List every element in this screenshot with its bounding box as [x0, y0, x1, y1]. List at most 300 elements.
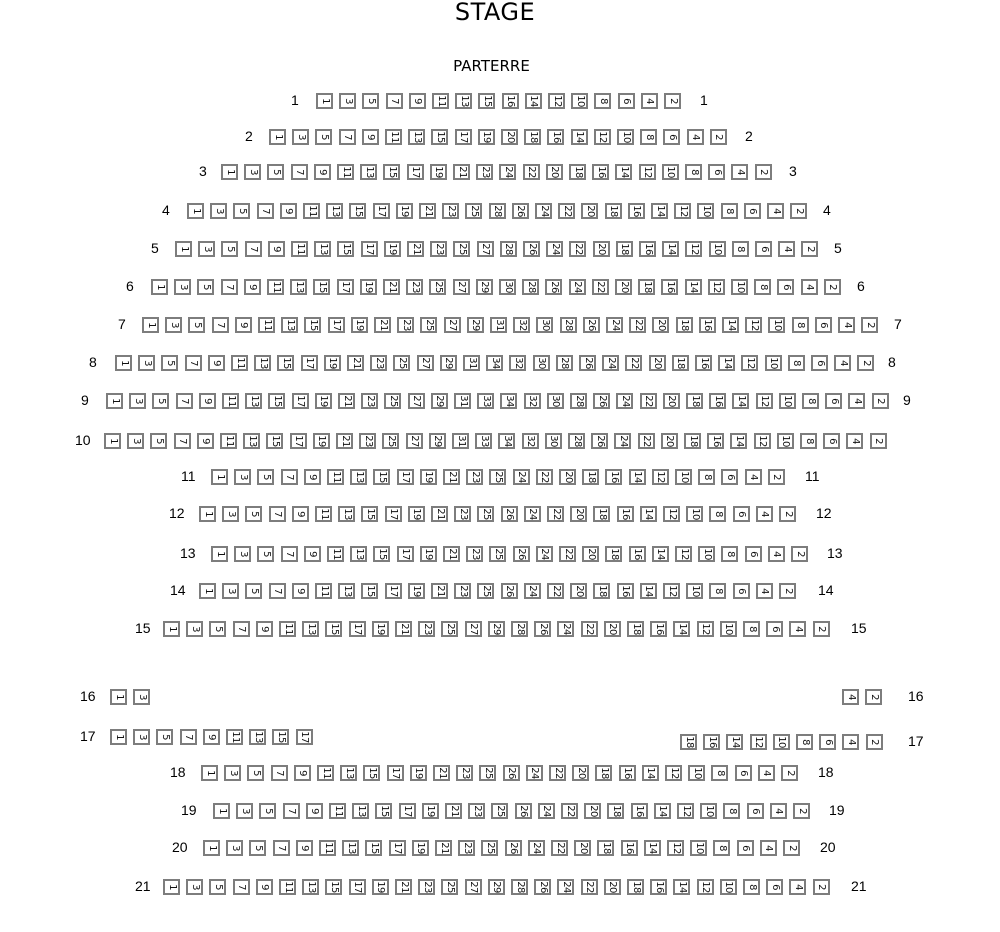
seat-row-7-4[interactable]: [838, 317, 855, 333]
seat-row-1-1[interactable]: [316, 93, 333, 109]
seat-row-1-11[interactable]: [432, 93, 449, 109]
seat-row-10-5[interactable]: [150, 433, 167, 449]
seat-row-20-8[interactable]: [713, 840, 730, 856]
seat-row-1-7[interactable]: [386, 93, 403, 109]
seat-row-13-4[interactable]: [768, 546, 785, 562]
seat-row-13-8[interactable]: [721, 546, 738, 562]
seat-row-10-32[interactable]: [522, 433, 539, 449]
seat-row-8-27[interactable]: [417, 355, 434, 371]
seat-row-13-25[interactable]: [489, 546, 506, 562]
seat-row-1-14[interactable]: [525, 93, 542, 109]
seat-row-9-21[interactable]: [338, 393, 355, 409]
seat-row-12-1[interactable]: [199, 506, 216, 522]
seat-row-12-4[interactable]: [756, 506, 773, 522]
seat-row-7-12[interactable]: [745, 317, 762, 333]
seat-row-6-14[interactable]: [685, 279, 702, 295]
seat-row-5-26[interactable]: [523, 241, 540, 257]
seat-row-8-17[interactable]: [301, 355, 318, 371]
seat-row-20-1[interactable]: [203, 840, 220, 856]
seat-row-20-17[interactable]: [389, 840, 406, 856]
seat-row-18-20[interactable]: [572, 765, 589, 781]
seat-row-18-8[interactable]: [711, 765, 728, 781]
seat-row-15-16[interactable]: [650, 621, 667, 637]
seat-row-14-4[interactable]: [756, 583, 773, 599]
seat-row-14-5[interactable]: [245, 583, 262, 599]
seat-row-9-8[interactable]: [802, 393, 819, 409]
seat-row-7-13[interactable]: [281, 317, 298, 333]
seat-row-6-28[interactable]: [522, 279, 539, 295]
seat-row-10-30[interactable]: [545, 433, 562, 449]
seat-row-1-2[interactable]: [664, 93, 681, 109]
seat-row-6-9[interactable]: [244, 279, 261, 295]
seat-row-19-14[interactable]: [654, 803, 671, 819]
seat-row-19-26[interactable]: [515, 803, 532, 819]
seat-row-20-19[interactable]: [412, 840, 429, 856]
seat-row-18-25[interactable]: [479, 765, 496, 781]
seat-row-3-5[interactable]: [267, 164, 284, 180]
seat-row-6-6[interactable]: [777, 279, 794, 295]
seat-row-11-19[interactable]: [420, 469, 437, 485]
seat-row-20-11[interactable]: [319, 840, 336, 856]
seat-row-16-3[interactable]: [133, 689, 150, 705]
seat-row-13-7[interactable]: [281, 546, 298, 562]
seat-row-15-19[interactable]: [372, 621, 389, 637]
seat-row-7-20[interactable]: [652, 317, 669, 333]
seat-row-6-25[interactable]: [429, 279, 446, 295]
seat-row-5-5[interactable]: [221, 241, 238, 257]
seat-row-15-22[interactable]: [581, 621, 598, 637]
seat-row-21-7[interactable]: [233, 879, 250, 895]
seat-row-1-9[interactable]: [409, 93, 426, 109]
seat-row-14-18[interactable]: [593, 583, 610, 599]
seat-row-7-31[interactable]: [490, 317, 507, 333]
seat-row-10-28[interactable]: [568, 433, 585, 449]
seat-row-5-14[interactable]: [662, 241, 679, 257]
seat-row-21-19[interactable]: [372, 879, 389, 895]
seat-row-1-13[interactable]: [455, 93, 472, 109]
seat-row-12-21[interactable]: [431, 506, 448, 522]
seat-row-7-16[interactable]: [699, 317, 716, 333]
seat-row-10-27[interactable]: [406, 433, 423, 449]
seat-row-17-15[interactable]: [272, 729, 289, 745]
seat-row-10-31[interactable]: [452, 433, 469, 449]
seat-row-19-3[interactable]: [236, 803, 253, 819]
seat-row-13-10[interactable]: [698, 546, 715, 562]
seat-row-14-3[interactable]: [222, 583, 239, 599]
seat-row-5-4[interactable]: [778, 241, 795, 257]
seat-row-10-11[interactable]: [220, 433, 237, 449]
seat-row-21-5[interactable]: [209, 879, 226, 895]
seat-row-10-10[interactable]: [777, 433, 794, 449]
seat-row-13-17[interactable]: [397, 546, 414, 562]
seat-row-6-29[interactable]: [476, 279, 493, 295]
seat-row-4-2[interactable]: [790, 203, 807, 219]
seat-row-12-14[interactable]: [640, 506, 657, 522]
seat-row-16-1[interactable]: [110, 689, 127, 705]
seat-row-17-8[interactable]: [796, 734, 813, 750]
seat-row-5-10[interactable]: [709, 241, 726, 257]
seat-row-13-11[interactable]: [327, 546, 344, 562]
seat-row-9-29[interactable]: [431, 393, 448, 409]
seat-row-2-13[interactable]: [408, 129, 425, 145]
seat-row-10-9[interactable]: [197, 433, 214, 449]
seat-row-4-23[interactable]: [442, 203, 459, 219]
seat-row-3-2[interactable]: [755, 164, 772, 180]
seat-row-14-24[interactable]: [524, 583, 541, 599]
seat-row-6-2[interactable]: [824, 279, 841, 295]
seat-row-20-22[interactable]: [551, 840, 568, 856]
seat-row-5-22[interactable]: [569, 241, 586, 257]
seat-row-9-33[interactable]: [477, 393, 494, 409]
seat-row-11-6[interactable]: [721, 469, 738, 485]
seat-row-9-13[interactable]: [245, 393, 262, 409]
seat-row-13-2[interactable]: [791, 546, 808, 562]
seat-row-12-8[interactable]: [709, 506, 726, 522]
seat-row-5-13[interactable]: [314, 241, 331, 257]
seat-row-12-3[interactable]: [222, 506, 239, 522]
seat-row-21-20[interactable]: [604, 879, 621, 895]
seat-row-12-6[interactable]: [733, 506, 750, 522]
seat-row-8-26[interactable]: [579, 355, 596, 371]
seat-row-2-15[interactable]: [431, 129, 448, 145]
seat-row-13-19[interactable]: [420, 546, 437, 562]
seat-row-14-6[interactable]: [733, 583, 750, 599]
seat-row-4-18[interactable]: [605, 203, 622, 219]
seat-row-12-22[interactable]: [547, 506, 564, 522]
seat-row-18-6[interactable]: [735, 765, 752, 781]
seat-row-21-1[interactable]: [163, 879, 180, 895]
seat-row-4-25[interactable]: [465, 203, 482, 219]
seat-row-6-26[interactable]: [545, 279, 562, 295]
seat-row-11-24[interactable]: [513, 469, 530, 485]
seat-row-20-2[interactable]: [783, 840, 800, 856]
seat-row-8-4[interactable]: [834, 355, 851, 371]
seat-row-13-13[interactable]: [350, 546, 367, 562]
seat-row-10-22[interactable]: [638, 433, 655, 449]
seat-row-7-1[interactable]: [142, 317, 159, 333]
seat-row-6-30[interactable]: [499, 279, 516, 295]
seat-row-3-10[interactable]: [662, 164, 679, 180]
seat-row-6-3[interactable]: [174, 279, 191, 295]
seat-row-13-26[interactable]: [513, 546, 530, 562]
seat-row-11-23[interactable]: [466, 469, 483, 485]
seat-row-17-2[interactable]: [866, 734, 883, 750]
seat-row-5-23[interactable]: [430, 241, 447, 257]
seat-row-21-15[interactable]: [325, 879, 342, 895]
seat-row-11-16[interactable]: [605, 469, 622, 485]
seat-row-7-26[interactable]: [583, 317, 600, 333]
seat-row-4-5[interactable]: [233, 203, 250, 219]
seat-row-6-4[interactable]: [801, 279, 818, 295]
seat-row-7-28[interactable]: [560, 317, 577, 333]
seat-row-9-6[interactable]: [825, 393, 842, 409]
seat-row-9-28[interactable]: [570, 393, 587, 409]
seat-row-8-21[interactable]: [347, 355, 364, 371]
seat-row-4-19[interactable]: [396, 203, 413, 219]
seat-row-21-14[interactable]: [673, 879, 690, 895]
seat-row-1-8[interactable]: [594, 93, 611, 109]
seat-row-17-18[interactable]: [680, 734, 697, 750]
seat-row-14-21[interactable]: [431, 583, 448, 599]
seat-row-20-4[interactable]: [760, 840, 777, 856]
seat-row-3-11[interactable]: [337, 164, 354, 180]
seat-row-8-6[interactable]: [811, 355, 828, 371]
seat-row-6-16[interactable]: [661, 279, 678, 295]
seat-row-11-7[interactable]: [281, 469, 298, 485]
seat-row-14-23[interactable]: [454, 583, 471, 599]
seat-row-13-3[interactable]: [234, 546, 251, 562]
seat-row-21-22[interactable]: [581, 879, 598, 895]
seat-row-11-17[interactable]: [397, 469, 414, 485]
seat-row-3-16[interactable]: [592, 164, 609, 180]
seat-row-9-14[interactable]: [732, 393, 749, 409]
seat-row-8-15[interactable]: [277, 355, 294, 371]
seat-row-19-18[interactable]: [607, 803, 624, 819]
seat-row-20-21[interactable]: [435, 840, 452, 856]
seat-row-12-17[interactable]: [385, 506, 402, 522]
seat-row-17-3[interactable]: [133, 729, 150, 745]
seat-row-8-20[interactable]: [649, 355, 666, 371]
seat-row-6-21[interactable]: [383, 279, 400, 295]
seat-row-17-11[interactable]: [226, 729, 243, 745]
seat-row-1-15[interactable]: [478, 93, 495, 109]
seat-row-8-14[interactable]: [718, 355, 735, 371]
seat-row-8-9[interactable]: [208, 355, 225, 371]
seat-row-12-7[interactable]: [269, 506, 286, 522]
seat-row-6-17[interactable]: [337, 279, 354, 295]
seat-row-7-5[interactable]: [188, 317, 205, 333]
seat-row-15-18[interactable]: [627, 621, 644, 637]
seat-row-20-26[interactable]: [505, 840, 522, 856]
seat-row-11-3[interactable]: [234, 469, 251, 485]
seat-row-6-1[interactable]: [151, 279, 168, 295]
seat-row-5-2[interactable]: [801, 241, 818, 257]
seat-row-21-28[interactable]: [511, 879, 528, 895]
seat-row-20-13[interactable]: [342, 840, 359, 856]
seat-row-12-10[interactable]: [686, 506, 703, 522]
seat-row-14-26[interactable]: [501, 583, 518, 599]
seat-row-12-20[interactable]: [570, 506, 587, 522]
seat-row-13-22[interactable]: [559, 546, 576, 562]
seat-row-15-7[interactable]: [233, 621, 250, 637]
seat-row-6-7[interactable]: [221, 279, 238, 295]
seat-row-15-24[interactable]: [557, 621, 574, 637]
seat-row-2-16[interactable]: [547, 129, 564, 145]
seat-row-10-13[interactable]: [243, 433, 260, 449]
seat-row-4-13[interactable]: [326, 203, 343, 219]
seat-row-2-20[interactable]: [501, 129, 518, 145]
seat-row-6-11[interactable]: [267, 279, 284, 295]
seat-row-5-16[interactable]: [639, 241, 656, 257]
seat-row-15-15[interactable]: [325, 621, 342, 637]
seat-row-9-10[interactable]: [779, 393, 796, 409]
seat-row-6-18[interactable]: [638, 279, 655, 295]
seat-row-14-19[interactable]: [408, 583, 425, 599]
seat-row-12-11[interactable]: [315, 506, 332, 522]
seat-row-19-11[interactable]: [329, 803, 346, 819]
seat-row-19-12[interactable]: [677, 803, 694, 819]
seat-row-9-18[interactable]: [686, 393, 703, 409]
seat-row-4-7[interactable]: [257, 203, 274, 219]
seat-row-21-9[interactable]: [256, 879, 273, 895]
seat-row-12-19[interactable]: [408, 506, 425, 522]
seat-row-15-1[interactable]: [163, 621, 180, 637]
seat-row-17-17[interactable]: [296, 729, 313, 745]
seat-row-8-12[interactable]: [741, 355, 758, 371]
seat-row-18-4[interactable]: [758, 765, 775, 781]
seat-row-11-14[interactable]: [629, 469, 646, 485]
seat-row-9-22[interactable]: [640, 393, 657, 409]
seat-row-2-6[interactable]: [663, 129, 680, 145]
seat-row-16-4[interactable]: [842, 689, 859, 705]
seat-row-21-27[interactable]: [465, 879, 482, 895]
seat-row-4-28[interactable]: [489, 203, 506, 219]
seat-row-13-18[interactable]: [605, 546, 622, 562]
seat-row-19-20[interactable]: [584, 803, 601, 819]
seat-row-3-20[interactable]: [546, 164, 563, 180]
seat-row-15-25[interactable]: [441, 621, 458, 637]
seat-row-8-7[interactable]: [185, 355, 202, 371]
seat-row-8-29[interactable]: [440, 355, 457, 371]
seat-row-2-9[interactable]: [362, 129, 379, 145]
seat-row-12-9[interactable]: [292, 506, 309, 522]
seat-row-18-16[interactable]: [619, 765, 636, 781]
seat-row-13-14[interactable]: [652, 546, 669, 562]
seat-row-9-30[interactable]: [547, 393, 564, 409]
seat-row-18-26[interactable]: [503, 765, 520, 781]
seat-row-19-7[interactable]: [283, 803, 300, 819]
seat-row-7-3[interactable]: [165, 317, 182, 333]
seat-row-19-9[interactable]: [306, 803, 323, 819]
seat-row-5-17[interactable]: [361, 241, 378, 257]
seat-row-9-9[interactable]: [199, 393, 216, 409]
seat-row-15-20[interactable]: [604, 621, 621, 637]
seat-row-21-4[interactable]: [789, 879, 806, 895]
seat-row-5-3[interactable]: [198, 241, 215, 257]
seat-row-21-10[interactable]: [720, 879, 737, 895]
seat-row-13-16[interactable]: [629, 546, 646, 562]
seat-row-7-24[interactable]: [606, 317, 623, 333]
seat-row-10-20[interactable]: [661, 433, 678, 449]
seat-row-10-7[interactable]: [174, 433, 191, 449]
seat-row-2-2[interactable]: [710, 129, 727, 145]
seat-row-13-15[interactable]: [373, 546, 390, 562]
seat-row-21-3[interactable]: [186, 879, 203, 895]
seat-row-13-1[interactable]: [211, 546, 228, 562]
seat-row-19-17[interactable]: [399, 803, 416, 819]
seat-row-19-24[interactable]: [538, 803, 555, 819]
seat-row-9-3[interactable]: [129, 393, 146, 409]
seat-row-5-1[interactable]: [175, 241, 192, 257]
seat-row-15-6[interactable]: [766, 621, 783, 637]
seat-row-14-14[interactable]: [640, 583, 657, 599]
seat-row-7-7[interactable]: [212, 317, 229, 333]
seat-row-9-4[interactable]: [848, 393, 865, 409]
seat-row-20-14[interactable]: [644, 840, 661, 856]
seat-row-11-15[interactable]: [373, 469, 390, 485]
seat-row-4-17[interactable]: [373, 203, 390, 219]
seat-row-3-3[interactable]: [244, 164, 261, 180]
seat-row-19-10[interactable]: [700, 803, 717, 819]
seat-row-2-12[interactable]: [594, 129, 611, 145]
seat-row-21-18[interactable]: [627, 879, 644, 895]
seat-row-13-21[interactable]: [443, 546, 460, 562]
seat-row-4-21[interactable]: [419, 203, 436, 219]
seat-row-12-26[interactable]: [501, 506, 518, 522]
seat-row-7-21[interactable]: [374, 317, 391, 333]
seat-row-18-11[interactable]: [317, 765, 334, 781]
seat-row-13-12[interactable]: [675, 546, 692, 562]
seat-row-4-6[interactable]: [744, 203, 761, 219]
seat-row-10-18[interactable]: [684, 433, 701, 449]
seat-row-14-25[interactable]: [477, 583, 494, 599]
seat-row-20-3[interactable]: [226, 840, 243, 856]
seat-row-14-13[interactable]: [338, 583, 355, 599]
seat-row-6-5[interactable]: [197, 279, 214, 295]
seat-row-5-8[interactable]: [732, 241, 749, 257]
seat-row-4-22[interactable]: [558, 203, 575, 219]
seat-row-8-10[interactable]: [765, 355, 782, 371]
seat-row-11-12[interactable]: [652, 469, 669, 485]
seat-row-11-21[interactable]: [443, 469, 460, 485]
seat-row-4-1[interactable]: [187, 203, 204, 219]
seat-row-6-8[interactable]: [754, 279, 771, 295]
seat-row-20-5[interactable]: [249, 840, 266, 856]
seat-row-21-16[interactable]: [650, 879, 667, 895]
seat-row-18-7[interactable]: [271, 765, 288, 781]
seat-row-8-3[interactable]: [138, 355, 155, 371]
seat-row-7-9[interactable]: [235, 317, 252, 333]
seat-row-10-34[interactable]: [498, 433, 515, 449]
seat-row-5-7[interactable]: [245, 241, 262, 257]
seat-row-7-2[interactable]: [861, 317, 878, 333]
seat-row-7-32[interactable]: [513, 317, 530, 333]
seat-row-12-2[interactable]: [779, 506, 796, 522]
seat-row-5-21[interactable]: [407, 241, 424, 257]
seat-row-15-13[interactable]: [302, 621, 319, 637]
seat-row-14-1[interactable]: [199, 583, 216, 599]
seat-row-10-14[interactable]: [730, 433, 747, 449]
seat-row-8-30[interactable]: [533, 355, 550, 371]
seat-row-15-8[interactable]: [743, 621, 760, 637]
seat-row-15-26[interactable]: [534, 621, 551, 637]
seat-row-12-23[interactable]: [454, 506, 471, 522]
seat-row-14-10[interactable]: [686, 583, 703, 599]
seat-row-3-24[interactable]: [499, 164, 516, 180]
seat-row-20-25[interactable]: [481, 840, 498, 856]
seat-row-10-8[interactable]: [800, 433, 817, 449]
seat-row-17-5[interactable]: [156, 729, 173, 745]
seat-row-12-18[interactable]: [593, 506, 610, 522]
seat-row-10-29[interactable]: [429, 433, 446, 449]
seat-row-2-10[interactable]: [617, 129, 634, 145]
seat-row-2-7[interactable]: [339, 129, 356, 145]
seat-row-18-21[interactable]: [433, 765, 450, 781]
seat-row-5-25[interactable]: [453, 241, 470, 257]
seat-row-18-5[interactable]: [247, 765, 264, 781]
seat-row-20-24[interactable]: [528, 840, 545, 856]
seat-row-7-23[interactable]: [397, 317, 414, 333]
seat-row-15-10[interactable]: [720, 621, 737, 637]
seat-row-14-9[interactable]: [292, 583, 309, 599]
seat-row-9-17[interactable]: [292, 393, 309, 409]
seat-row-21-29[interactable]: [488, 879, 505, 895]
seat-row-9-15[interactable]: [268, 393, 285, 409]
seat-row-15-11[interactable]: [279, 621, 296, 637]
seat-row-20-7[interactable]: [273, 840, 290, 856]
seat-row-9-23[interactable]: [361, 393, 378, 409]
seat-row-5-28[interactable]: [500, 241, 517, 257]
